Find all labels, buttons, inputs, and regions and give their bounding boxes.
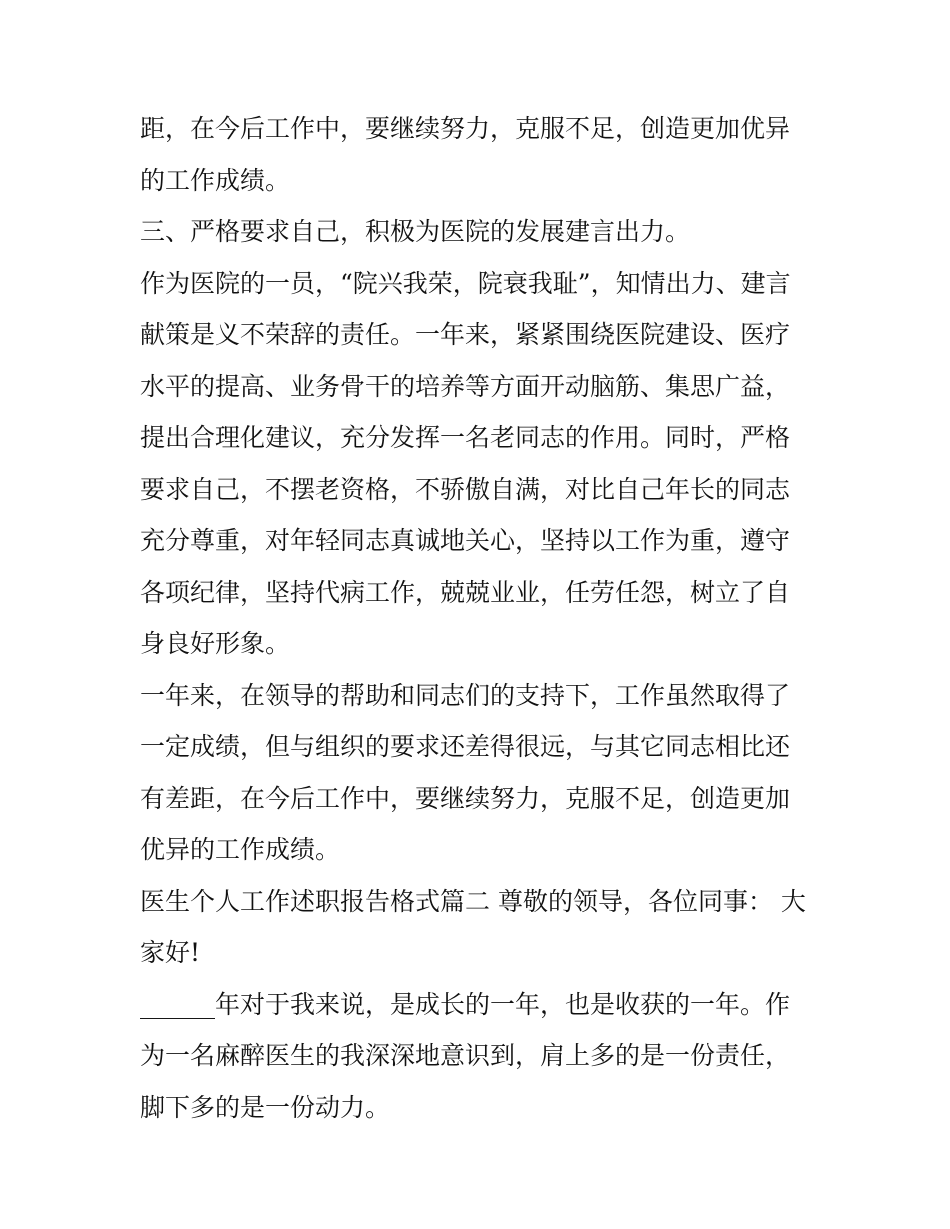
paragraph-continuation: 距，在今后工作中，要继续努力，克服不足，创造更加优异的工作成绩。 — [140, 114, 791, 195]
document-body — [140, 103, 812, 1133]
paragraph-title-greeting: 医生个人工作述职报告格式篇二 尊敬的领导，各位同事： 大家好! — [140, 886, 806, 967]
paragraph-summary: 一年来，在领导的帮助和同志们的支持下，工作虽然取得了一定成绩，但与组织的要求还差得很远，与其它同志相比还有差距，在今后工作中，要继续努力，克服不足，创造更加优异的工作成绩。 — [140, 680, 791, 864]
paragraph-intro: ______年对于我来说，是成长的一年，也是收获的一年。作为一名麻醉医生的我深深地意识到，肩上多的是一份责任，脚下多的是一份动力。 — [140, 989, 791, 1122]
paragraph-responsibility: 作为医院的一员，“院兴我荣，院衰我耻”，知情出力、建言献策是义不荣辞的责任。一年来，紧紧围绕医院建设、医疗水平的提高、业务骨干的培养等方面开动脑筋、集思广益，提出合理化建议，充分发挥一名老同志的作用。同时，严格要求自己，不摆老资格，不骄傲自满，对比自己年长的同志充分尊重，对年轻同志真诚地关心，坚持以工作为重，遵守各项纪律，坚持代病工作，兢兢业业，任劳任怨，树立了自身良好形象。 — [140, 268, 791, 658]
section-heading: 三、严格要求自己，积极为医院的发展建言出力。 — [140, 217, 691, 246]
